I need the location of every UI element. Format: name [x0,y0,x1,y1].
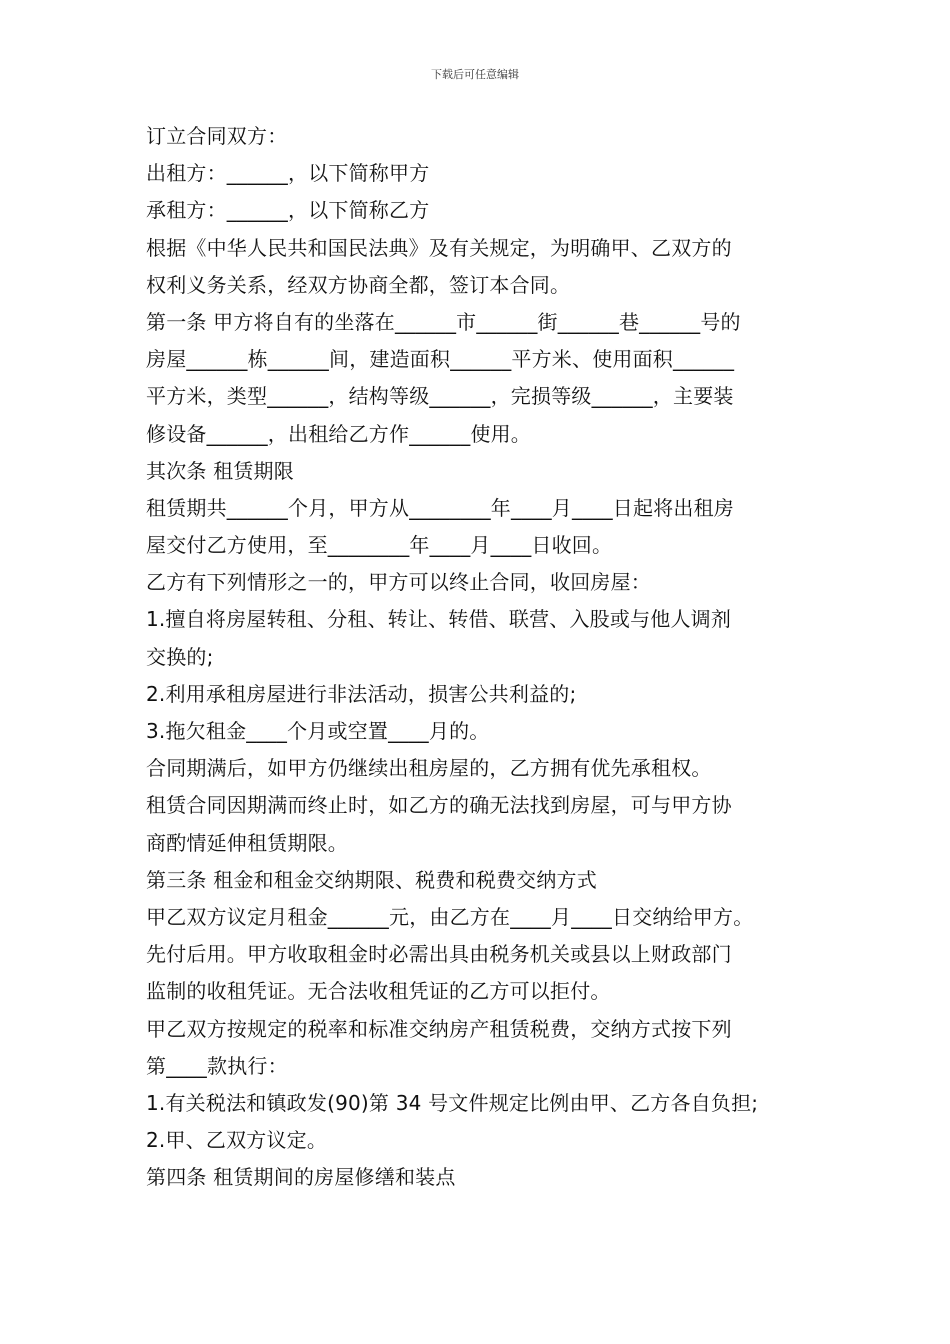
line-extension-b: 商酌情延伸租赁期限。 [146,830,348,855]
line-termination-intro: 乙方有下列情形之一的，甲方可以终止合同，收回房屋： [146,570,651,595]
line-termination-3: 3.拖欠租金____个月或空置____月的。 [146,719,490,743]
line-article-1-a: 第一条 甲方将自有的坐落在______市______街______巷______号的 [146,309,741,334]
line-extension-a: 租赁合同因期满而终止时，如乙方的确无法找到房屋，可与甲方协 [146,793,732,818]
line-article-1-d: 修设备______，出租给乙方作______使用。 [146,421,531,446]
line-tax-option-2: 2.甲、乙双方议定。 [146,1128,328,1153]
line-article-2-b: 屋交付乙方使用，至________年____月____日收回。 [146,533,613,558]
line-termination-2: 2.利用承租房屋进行非法活动，损害公共利益的; [146,681,577,706]
page-header: 下载后可任意编辑 [431,68,519,81]
line-tax-option-1: 1.有关税法和镇政发(90)第 34 号文件规定比例由甲、乙方各自负担; [146,1090,759,1115]
line-tax-b: 第____款执行： [146,1053,288,1078]
line-renewal-priority: 合同期满后，如甲方仍继续出租房屋的，乙方拥有优先承租权。 [146,756,712,781]
line-receipt-b: 监制的收租凭证。无合法收租凭证的乙方可以拒付。 [146,979,611,1004]
line-tax-a: 甲乙双方按规定的税率和标准交纳房产租赁税费，交纳方式按下列 [146,1016,732,1041]
line-rent-amount: 甲乙双方议定月租金______元，由乙方在____月____日交纳给甲方。 [146,904,754,929]
line-termination-1-b: 交换的; [146,644,214,669]
line-article-4-heading: 第四条 租赁期间的房屋修缮和装点 [146,1165,456,1190]
line-preamble-1: 根据《中华人民共和国民法典》及有关规定，为明确甲、乙双方的 [146,235,732,260]
line-lessor: 出租方：______，以下简称甲方 [146,161,430,186]
line-preamble-2: 权利义务关系，经双方协商全都，签订本合同。 [146,272,571,297]
line-article-1-c: 平方米，类型______，结构等级______，完损等级______，主要装 [146,384,734,409]
line-termination-1-a: 1.擅自将房屋转租、分租、转让、转借、联营、入股或与他人调剂 [146,607,732,632]
line-article-1-b: 房屋______栋______间，建造面积______平方米、使用面积______ [146,347,735,372]
line-article-2-heading: 其次条 租赁期限 [146,458,294,483]
document-body [146,118,826,1196]
line-article-3-heading: 第三条 租金和租金交纳期限、税费和税费交纳方式 [146,867,597,892]
line-article-2-a: 租赁期共______个月，甲方从________年____月____日起将出租房 [146,495,734,520]
line-lessee: 承租方：______，以下简称乙方 [146,198,430,223]
line-parties-title: 订立合同双方： [146,124,288,148]
line-receipt-a: 先付后用。甲方收取租金时必需出具由税务机关或县以上财政部门 [146,942,732,967]
